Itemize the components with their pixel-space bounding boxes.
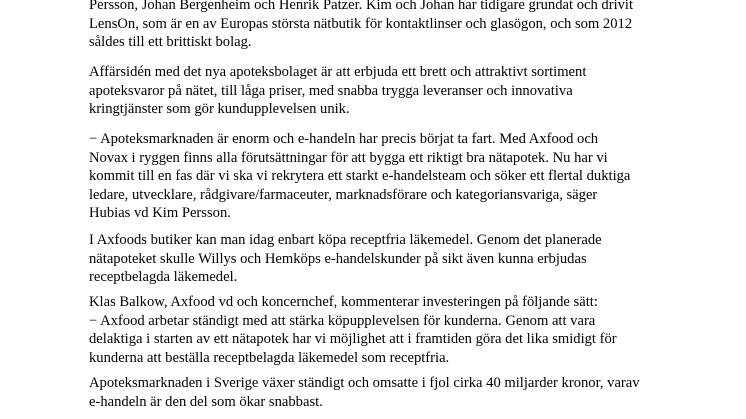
text-line: såldes till ett brittiskt bolag. [89, 34, 252, 51]
text-line: Apoteksmarknaden i Sverige växer ständigt och omsatte i fjol cirka 40 miljarder kronor, varav [89, 375, 640, 391]
text-line: Persson, Johan Bergenheim och Henrik Patzer. Kim och Johan har tidigare grundat och drivit [89, 0, 634, 13]
text-line: − Apoteksmarknaden är enorm och e-handeln har precis börjat ta fart. Med Axfood och [89, 131, 599, 147]
paragraph-founders [89, 0, 689, 52]
text-line: Novax i ryggen finns alla förutsättningar för att bygga ett riktigt bra nätapotek. Nu har vi [89, 149, 608, 166]
text-line: LensOn, som är en av Europas största nätbutik för kontaktlinser och glasögon, och som 2012 [89, 15, 633, 32]
paragraph-market-size [89, 374, 689, 411]
paragraph-business-idea [89, 63, 689, 119]
text-line: I Axfoods butiker kan man idag enbart köpa receptfria läkemedel. Genom det planerade [89, 232, 602, 248]
text-line: kunderna att beställa receptbelagda läkemedel som receptfria. [89, 349, 450, 366]
text-line: kommit till en fas där vi ska vi rekrytera ett starkt e-handelsteam och söker ett flertal duktiga [89, 168, 631, 185]
text-line: receptbelagda läkemedel. [89, 269, 238, 286]
text-line: Hubias vd Kim Persson. [89, 205, 231, 222]
paragraph-axfood-stores [89, 231, 689, 287]
text-line: e-handeln är den del som ökar snabbast. [89, 393, 323, 410]
text-line: nätapoteket skulle Willys och Hemköps e-handelskunder på sikt även kunna erbjudas [89, 250, 587, 267]
text-line: − Axfood arbetar ständigt med att stärka köpupplevelsen för kunderna. Genom att vara [89, 312, 596, 329]
text-line: ledare, utvecklare, rådgivare/farmaceuter, marknadsförare och kategoriansvariga, säger [89, 186, 598, 203]
text-line: Klas Balkow, Axfood vd och koncernchef, kommenterar investeringen på följande sätt: [89, 294, 598, 310]
text-line: kringtjänster som gör kundupplevelsen unik. [89, 101, 350, 118]
text-line: apoteksvaror på nätet, till låga priser, med snabba trygga leveranser och innovativa [89, 82, 573, 99]
text-line: delaktiga i starten av ett nätapotek har vi möjlighet att i framtiden göra det lika smidigt för [89, 331, 617, 348]
paragraph-axfood-ceo-comment [89, 293, 689, 367]
paragraph-ceo-quote [89, 130, 689, 223]
text-line: Affärsidén med det nya apoteksbolaget är att erbjuda ett brett och attraktivt sortiment [89, 64, 587, 80]
